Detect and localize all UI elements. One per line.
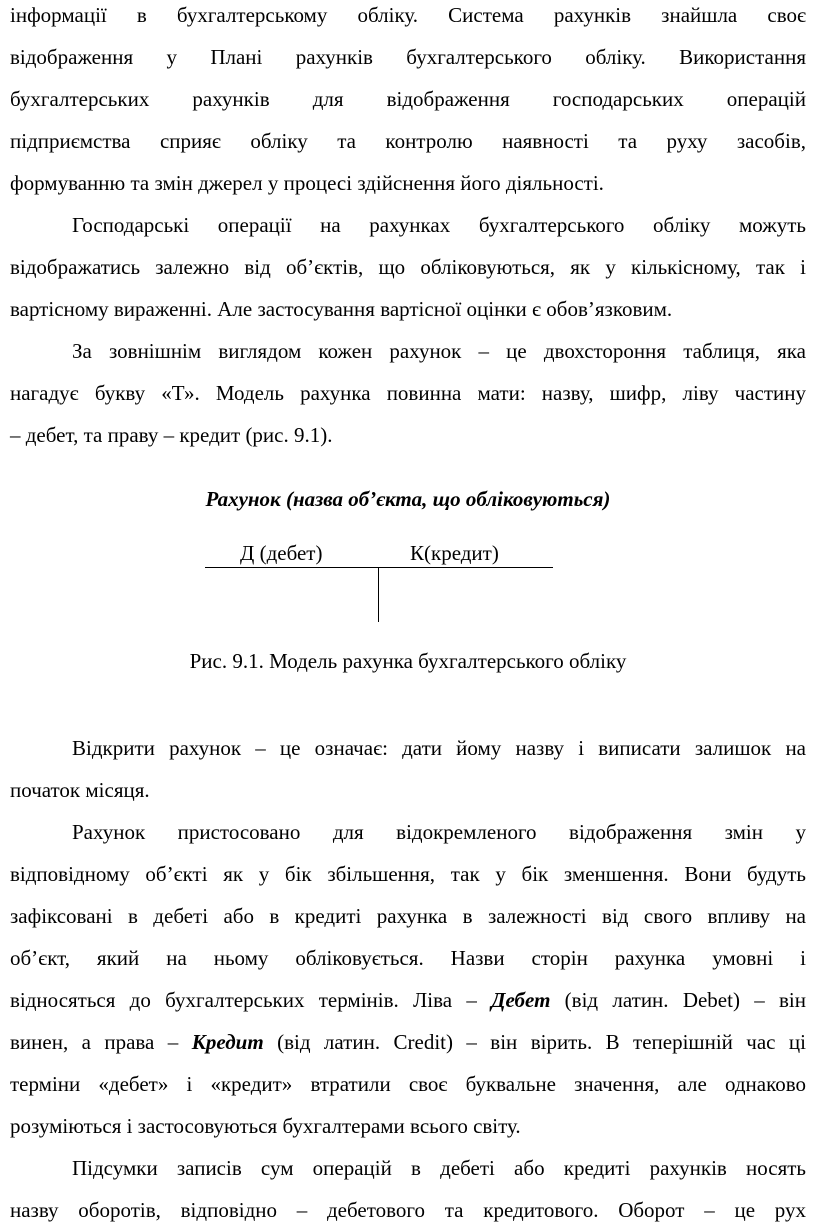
paragraph-6-line-1: Підсумки записів сум операцій в дебеті або кредиті рахунків носять [72, 1156, 806, 1180]
paragraph-1-line-2: відображення у Плані рахунків бухгалтерського обліку. Використання [10, 45, 806, 69]
paragraph-2-line-2: відображатись залежно від об’єктів, що обліковуються, як у кількісному, так і [10, 255, 806, 279]
paragraph-5-line-3: зафіксовані в дебеті або в кредиті рахунка в залежності від свого впливу на [10, 904, 806, 928]
paragraph-5-line-7: терміни «дебет» і «кредит» втратили своє буквальне значення, але однаково [10, 1072, 806, 1096]
t-account-vertical-line [378, 567, 379, 622]
credit-label: К(кредит) [410, 541, 499, 565]
paragraph-1-line-4: підприємства сприяє обліку та контролю наявності та руху засобів, [10, 129, 806, 153]
paragraph-1-line-3: бухгалтерських рахунків для відображення господарських операцій [10, 87, 806, 111]
paragraph-4-line-2: початок місяця. [10, 778, 150, 802]
figure-caption: Рис. 9.1. Модель рахунка бухгалтерського обліку [189, 649, 627, 673]
term-debit: Дебет [491, 988, 551, 1012]
paragraph-2-line-1: Господарські операції на рахунках бухгалтерського обліку можуть [72, 213, 806, 237]
line-6-text-after: (від латин. Credit) – він вірить. В теперішній час ці [263, 1030, 806, 1054]
paragraph-4-line-1: Відкрити рахунок – це означає: дати йому назву і виписати залишок на [72, 736, 806, 760]
line-6-text-before: винен, а права – [10, 1030, 192, 1054]
paragraph-5-line-6 [10, 1027, 806, 1057]
t-account-horizontal-line [205, 567, 553, 568]
paragraph-5-line-4: об’єкт, який на ньому обліковується. Назви сторін рахунка умовні і [10, 946, 806, 970]
paragraph-6-line-2: назву оборотів, відповідно – дебетового та кредитового. Оборот – це рух [10, 1198, 806, 1222]
term-credit: Кредит [191, 1030, 264, 1054]
paragraph-5-line-8: розуміються і застосовуються бухгалтерами всього світу. [10, 1114, 521, 1138]
paragraph-5-line-2: відповідному об’єкті як у бік збільшення, так у бік зменшення. Вони будуть [10, 862, 806, 886]
paragraph-3-line-3: – дебет, та праву – кредит (рис. 9.1). [10, 423, 333, 447]
line-5-text-after: (від латин. Debet) – він [550, 988, 806, 1012]
paragraph-3-line-1: За зовнішнім виглядом кожен рахунок – це двохстороння таблиця, яка [72, 339, 806, 363]
paragraph-5-line-5 [10, 985, 806, 1015]
paragraph-5-line-1: Рахунок пристосовано для відокремленого відображення змін у [72, 820, 806, 844]
debit-label: Д (дебет) [240, 541, 323, 565]
figure-title: Рахунок (назва об’єкта, що обліковуються) [205, 487, 611, 511]
paragraph-1-line-1: інформації в бухгалтерському обліку. Система рахунків знайшла своє [10, 3, 806, 27]
paragraph-1-line-5: формуванню та змін джерел у процесі здійснення його діяльності. [10, 171, 604, 195]
paragraph-3-line-2: нагадує букву «Т». Модель рахунка повинна мати: назву, шифр, ліву частину [10, 381, 806, 405]
line-5-text-before: відносяться до бухгалтерських термінів. Ліва – [10, 988, 492, 1012]
paragraph-2-line-3: вартісному вираженні. Але застосування вартісної оцінки є обов’язковим. [10, 297, 673, 321]
